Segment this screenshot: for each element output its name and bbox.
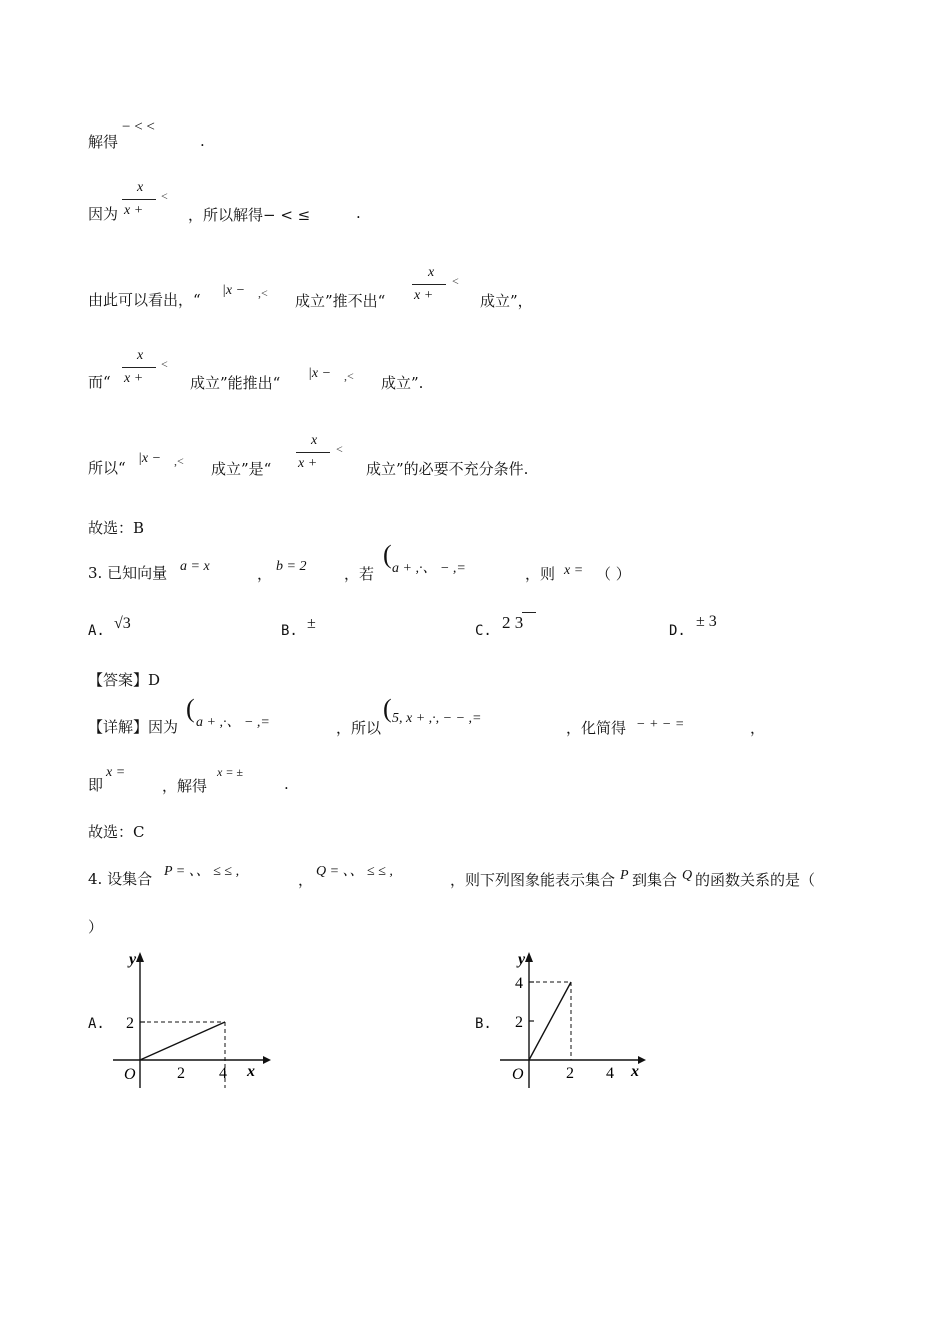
detail-3b (88, 775, 103, 795)
q4-t2: ， (298, 871, 314, 889)
line5-fraction-den: x + (298, 456, 318, 471)
line1-prefix: 解得 (88, 133, 119, 151)
graph-a-y-label: y (129, 951, 137, 968)
line4-tail: ,< (344, 369, 354, 383)
detail3b-t3: . (284, 775, 289, 793)
line4-fraction-den: x + (124, 371, 144, 386)
detail3b-m2: x = ± (217, 765, 244, 779)
detail3-label: 【详解】 (88, 718, 149, 736)
solution-line-1 (88, 132, 118, 152)
q3-option-a-value: √3 (114, 615, 131, 632)
graph-b-x-tick-4: 4 (606, 1065, 614, 1082)
line2-suffix: . (356, 204, 361, 222)
graph-b-x-tick-2: 2 (566, 1065, 574, 1082)
line5-tail: ,< (174, 454, 184, 468)
line5-fraction-num: x (311, 433, 318, 448)
q3-cond-paren: ( (383, 540, 392, 569)
detail3-m1-paren: ( (186, 694, 195, 723)
q4-t1: 设集合 (107, 870, 153, 888)
q4-t5: 的函数关系的是（ (695, 871, 816, 889)
q3-option-a-label[interactable]: A. (88, 623, 105, 639)
q3-option-d-value: ± 3 (696, 613, 717, 630)
line5-p2: 成立”是“ (211, 460, 272, 478)
answer3-value: D (148, 671, 161, 689)
q3-option-c-overline (522, 612, 536, 613)
q4-t4: 到集合 (632, 871, 678, 889)
line2-fraction-num: x (137, 180, 144, 195)
detail3-m1: a + ,·、 − ,= (196, 715, 270, 730)
q3-ask: x = (564, 563, 584, 578)
question-4 (88, 869, 152, 889)
line3-p2: 成立”推不出“ (295, 292, 386, 310)
line4-p2: 成立”能推出“ (190, 374, 281, 392)
line3-p1: 由此可以看出，“ (88, 291, 201, 309)
graph-b-label[interactable]: B. (475, 1016, 492, 1032)
line4-p3: 成立”. (381, 374, 424, 392)
line1-math: − < < (122, 119, 155, 135)
graph-a-x-tick-4: 4 (219, 1065, 227, 1082)
q3-number: 3. (88, 564, 103, 582)
answer-3 (88, 670, 160, 690)
line3-fraction-den: x + (414, 288, 434, 303)
q4-number: 4. (88, 870, 103, 888)
graph-b-x-arrow (638, 1056, 646, 1064)
graph-a-x-label: x (247, 1063, 255, 1080)
line2-prefix: 因为 (88, 205, 119, 223)
line4-fraction-num: x (137, 348, 144, 363)
line3-fraction-num: x (428, 265, 435, 280)
q3-vec-a: a = x (180, 559, 210, 574)
line4-p1: 而“ (88, 373, 111, 391)
graph-b-y-label: y (518, 951, 526, 968)
detail3b-m1: x = (106, 765, 126, 780)
graph-a (105, 948, 275, 1093)
detail3-m2-paren: ( (383, 694, 392, 723)
detail3-t4: ， (750, 719, 766, 737)
detail3b-t1: 即 (88, 776, 104, 794)
q4-p: P (620, 868, 629, 883)
graph-a-origin: O (124, 1066, 136, 1083)
graph-b-y-tick-2: 2 (515, 1014, 523, 1031)
line5-abs: |x − (138, 451, 162, 466)
solution-line-2 (88, 204, 118, 224)
q3-blank: （ ） (596, 565, 631, 583)
graph-b-y-arrow (525, 952, 533, 962)
line2-fraction-den: x + (124, 203, 144, 218)
line4-fraction-bar (122, 367, 156, 368)
q4-q: Q (682, 868, 693, 883)
line1-suffix: . (200, 132, 205, 150)
detail3-t2: ，所以 (336, 719, 382, 737)
graph-b-x-label: x (631, 1063, 639, 1080)
line5-p3: 成立”的必要不充分条件. (366, 460, 529, 478)
line4-abs: |x − (308, 366, 332, 381)
line5-p1: 所以“ (88, 459, 126, 477)
line3-lt: < (452, 274, 459, 288)
question-3 (88, 563, 167, 583)
q3-option-c-label[interactable]: C. (475, 623, 492, 639)
q3-stem-b: ，则 (525, 565, 556, 583)
line3-tail: ,< (258, 286, 268, 300)
solution-line-4 (88, 372, 111, 392)
q3-stem-a: 已知向量 (107, 564, 168, 582)
graph-b-origin: O (512, 1066, 524, 1083)
q4-close: ） (88, 918, 104, 936)
q3-vec-b: b = 2 (276, 559, 307, 574)
graph-a-y-tick-2: 2 (126, 1015, 134, 1032)
detail3b-t2: ，解得 (162, 777, 208, 795)
detail3-m2: 5, x + ,·, − − ,= (392, 711, 482, 726)
q4-t3: ，则下列图象能表示集合 (450, 871, 616, 889)
line2-fraction-bar (122, 199, 156, 200)
q3-option-b-label[interactable]: B. (281, 623, 298, 639)
q3-sep2: ，若 (344, 565, 375, 583)
line3-fraction-bar (412, 284, 446, 285)
line2-lt: < (161, 189, 168, 203)
q3-cond: a + ,·、 − ,= (392, 561, 466, 576)
graph-a-y-arrow (136, 952, 144, 962)
graph-a-x-arrow (263, 1056, 271, 1064)
line2-mid: ，所以解得− < ≤ (188, 206, 311, 224)
line5-lt: < (336, 442, 343, 456)
detail3-t1: 因为 (148, 718, 179, 736)
answer3-label: 【答案】 (88, 671, 149, 689)
graph-b-y-tick-4: 4 (515, 975, 523, 992)
graph-a-label[interactable]: A. (88, 1016, 105, 1032)
detail-3 (88, 717, 178, 737)
q3-sep1: ， (257, 565, 273, 583)
q3-option-d-label[interactable]: D. (669, 623, 686, 639)
line5-fraction-bar (296, 452, 330, 453)
detail3-m3: − + − = (636, 717, 685, 732)
solution-line-3 (88, 290, 201, 310)
choose-c: 故选：C (88, 823, 145, 841)
solution-line-5 (88, 458, 126, 478)
q4-set-p: P = 、、 ≤ ≤ , (164, 864, 240, 879)
line4-lt: < (161, 357, 168, 371)
line3-p3: 成立”， (480, 292, 533, 310)
line3-abs: |x − (222, 283, 246, 298)
graph-a-x-tick-2: 2 (177, 1065, 185, 1082)
graph-a-segment (140, 1022, 225, 1060)
graph-b (492, 948, 652, 1093)
q4-set-q: Q = 、、 ≤ ≤ , (316, 864, 393, 879)
graph-b-segment (529, 982, 571, 1060)
detail3-t3: ，化简得 (566, 719, 627, 737)
q3-option-c-value: 2 3 (502, 613, 524, 632)
q3-option-b-value: ± (307, 615, 316, 632)
choose-b: 故选：B (88, 519, 145, 537)
